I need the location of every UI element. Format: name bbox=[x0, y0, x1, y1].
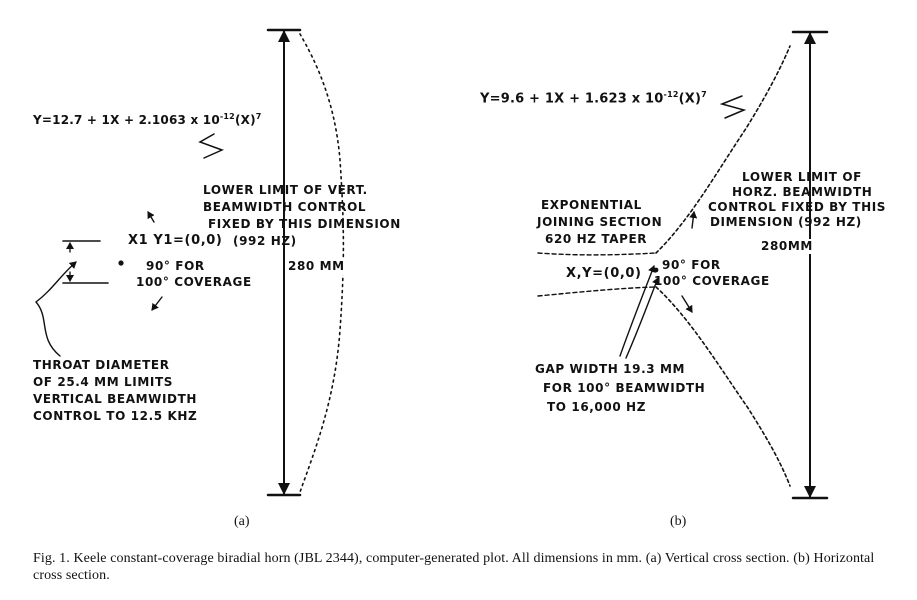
panel-b-equation-power-var: (X) bbox=[678, 91, 702, 107]
panel-a-angle-label bbox=[136, 258, 252, 290]
panel-b-origin-dot bbox=[654, 268, 659, 273]
panel-b-angle-line-2: 100° COVERAGE bbox=[654, 274, 770, 288]
panel-b-arrow-angle bbox=[682, 296, 692, 312]
panel-a-angle-line-2: 100° COVERAGE bbox=[136, 275, 252, 289]
panel-b-arrow-lower-limit bbox=[692, 212, 694, 228]
panel-a-lower-limit-line-1: LOWER LIMIT OF VERT. bbox=[203, 183, 368, 197]
panel-b-exponential-line-3: 620 HZ TAPER bbox=[545, 232, 648, 246]
panel-b-origin-label: X,Y=(0,0) bbox=[566, 266, 642, 281]
panel-b-dimension-label: 280MM bbox=[761, 239, 813, 253]
panel-a-label: (a) bbox=[234, 514, 250, 529]
panel-a-lower-limit-line-2: BEAMWIDTH CONTROL bbox=[203, 200, 367, 214]
panel-a-throat-line-4: CONTROL TO 12.5 KHZ bbox=[33, 409, 198, 423]
panel-b-gap-line-1: GAP WIDTH 19.3 MM bbox=[535, 362, 686, 376]
panel-a-equation-power-var: (X) bbox=[234, 113, 256, 127]
panel-a-throat-note bbox=[33, 357, 197, 425]
panel-b-angle-label bbox=[654, 257, 770, 289]
panel-a-throat-line-2: OF 25.4 MM LIMITS bbox=[33, 375, 173, 389]
panel-a-equation-squiggle bbox=[200, 134, 222, 158]
panel-b-exponential-upper bbox=[538, 253, 656, 255]
panel-a-throat-line-1: THROAT DIAMETER bbox=[33, 358, 170, 372]
panel-a-origin-dot bbox=[118, 260, 123, 265]
panel-b-gap-line-3: TO 16,000 HZ bbox=[547, 400, 646, 414]
panel-b-arrow-up bbox=[804, 32, 816, 44]
panel-a-angle-line-1: 90° FOR bbox=[146, 259, 205, 273]
panel-b-equation-base: Y=9.6 + 1X + 1.623 x 10 bbox=[480, 91, 664, 107]
panel-a-arrow-up bbox=[278, 30, 290, 42]
figure-caption: Fig. 1. Keele constant-coverage biradial horn (JBL 2344), computer-generated plot. All dimensions in mm. (a) Vertical cross section. (b) Horizontal cross section. bbox=[33, 551, 875, 583]
panel-a-origin-label: X1 Y1=(0,0) bbox=[128, 233, 223, 248]
panel-b-gap-arrow-2 bbox=[626, 278, 658, 358]
panel-a-lower-limit-line-4: (992 HZ) bbox=[233, 234, 297, 248]
panel-a-lower-limit-line-3: FIXED BY THIS DIMENSION bbox=[208, 217, 401, 231]
panel-b-equation bbox=[480, 90, 707, 106]
panel-b-exponential-line-2: JOINING SECTION bbox=[537, 215, 663, 229]
panel-b-equation-exponent: -12 bbox=[663, 90, 679, 99]
panel-b-lower-limit-line-3: CONTROL FIXED BY THIS bbox=[708, 200, 887, 214]
panel-b-gap-note bbox=[535, 360, 705, 417]
panel-b-lower-limit-line-1: LOWER LIMIT OF bbox=[742, 170, 862, 184]
panel-b-exponential-label bbox=[537, 197, 662, 248]
panel-a-dimension-label: 280 MM bbox=[288, 259, 345, 273]
panel-b-exponential-lower bbox=[538, 287, 656, 296]
panel-a-equation-base: Y=12.7 + 1X + 2.1063 x 10 bbox=[33, 113, 220, 127]
panel-b-lower-limit-label bbox=[708, 170, 886, 230]
panel-a-arrow-down bbox=[278, 483, 290, 495]
panel-a-arrow-to-horn bbox=[148, 212, 154, 222]
panel-b-gap-line-2: FOR 100° BEAMWIDTH bbox=[543, 381, 706, 395]
panel-a-equation-exponent: -12 bbox=[219, 112, 235, 121]
panel-b-angle-line-1: 90° FOR bbox=[662, 258, 721, 272]
panel-a-arrow-angle bbox=[152, 297, 162, 310]
panel-b-lower-limit-line-2: HORZ. BEAMWIDTH bbox=[732, 185, 873, 199]
panel-b-exponential-line-1: EXPONENTIAL bbox=[541, 198, 642, 212]
panel-b-arrow-down bbox=[804, 486, 816, 498]
panel-b-equation-squiggle bbox=[722, 96, 744, 118]
panel-b-equation-power: 7 bbox=[701, 90, 707, 99]
panel-a-equation-power: 7 bbox=[255, 112, 262, 121]
panel-b-lower-limit-line-4: DIMENSION (992 HZ) bbox=[710, 215, 862, 229]
panel-a-equation bbox=[33, 112, 262, 127]
panel-a-lower-limit-label bbox=[203, 182, 401, 250]
panel-b-label: (b) bbox=[670, 514, 687, 529]
panel-a-throat-line-3: VERTICAL BEAMWIDTH bbox=[33, 392, 198, 406]
